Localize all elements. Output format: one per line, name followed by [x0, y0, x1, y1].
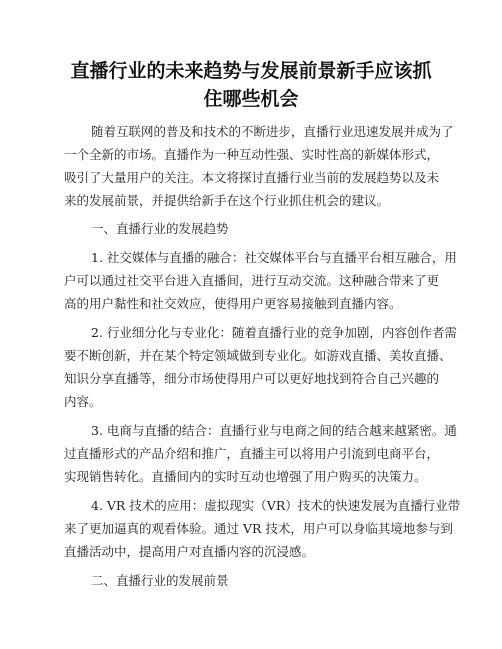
- point-3-line: 实现销售转化。直播间内的实时互动也增强了用户购买的决策力。: [64, 469, 427, 484]
- document-title-line-1: 直播行业的未来趋势与发展前景新手应该抓: [70, 60, 432, 82]
- intro-line: 吸引了大量用户的关注。本文将探讨直播行业当前的发展趋势以及未: [64, 170, 440, 185]
- point-2-line: 知识分享直播等，细分市场使得用户可以更好地找到符合自己兴趣的: [64, 371, 440, 386]
- point-1-line: 1. 社交媒体与直播的融合：社交媒体平台与直播平台相互融合，用: [91, 250, 457, 265]
- point-2-line: 2. 行业细分化与专业化：随着直播行业的竞争加剧，内容创作者需: [91, 325, 457, 340]
- point-4-line: 直播活动中，提高用户对直播内容的沉浸感。: [64, 544, 315, 559]
- point-4-line: 来了更加逼真的观看体验。通过 VR 技术，用户可以身临其境地参与到: [64, 521, 453, 536]
- point-3-line: 3. 电商与直播的结合：直播行业与电商之间的结合越来越紧密。通: [91, 423, 457, 438]
- intro-line: 随着互联网的普及和技术的不断进步，直播行业迅速发展并成为了: [91, 124, 454, 139]
- section-heading-1: 一、直播行业的发展趋势: [91, 221, 229, 236]
- point-1-line: 高的用户黏性和社交效应，使得用户更容易接触到直播内容。: [64, 296, 402, 311]
- point-1-line: 户可以通过社交平台进入直播间，进行互动交流。这种融合带来了更: [64, 273, 440, 288]
- section-heading-2: 二、直播行业的发展前景: [91, 573, 229, 588]
- point-2-line: 内容。: [64, 394, 102, 409]
- point-3-line: 过直播形式的产品介绍和推广，直播主可以将用户引流到电商平台，: [64, 446, 440, 461]
- point-2-line: 要不断创新，并在某个特定领域做到专业化。如游戏直播、美妆直播、: [64, 348, 452, 363]
- point-4-line: 4. VR 技术的应用：虚拟现实（VR）技术的快速发展为直播行业带: [91, 498, 461, 513]
- intro-line: 来的发展前景，并提供给新手在这个行业抓住机会的建议。: [64, 193, 390, 208]
- intro-line: 一个全新的市场。直播作为一种互动性强、实时性高的新媒体形式，: [64, 147, 440, 162]
- document-title-line-2: 住哪些机会: [203, 88, 299, 110]
